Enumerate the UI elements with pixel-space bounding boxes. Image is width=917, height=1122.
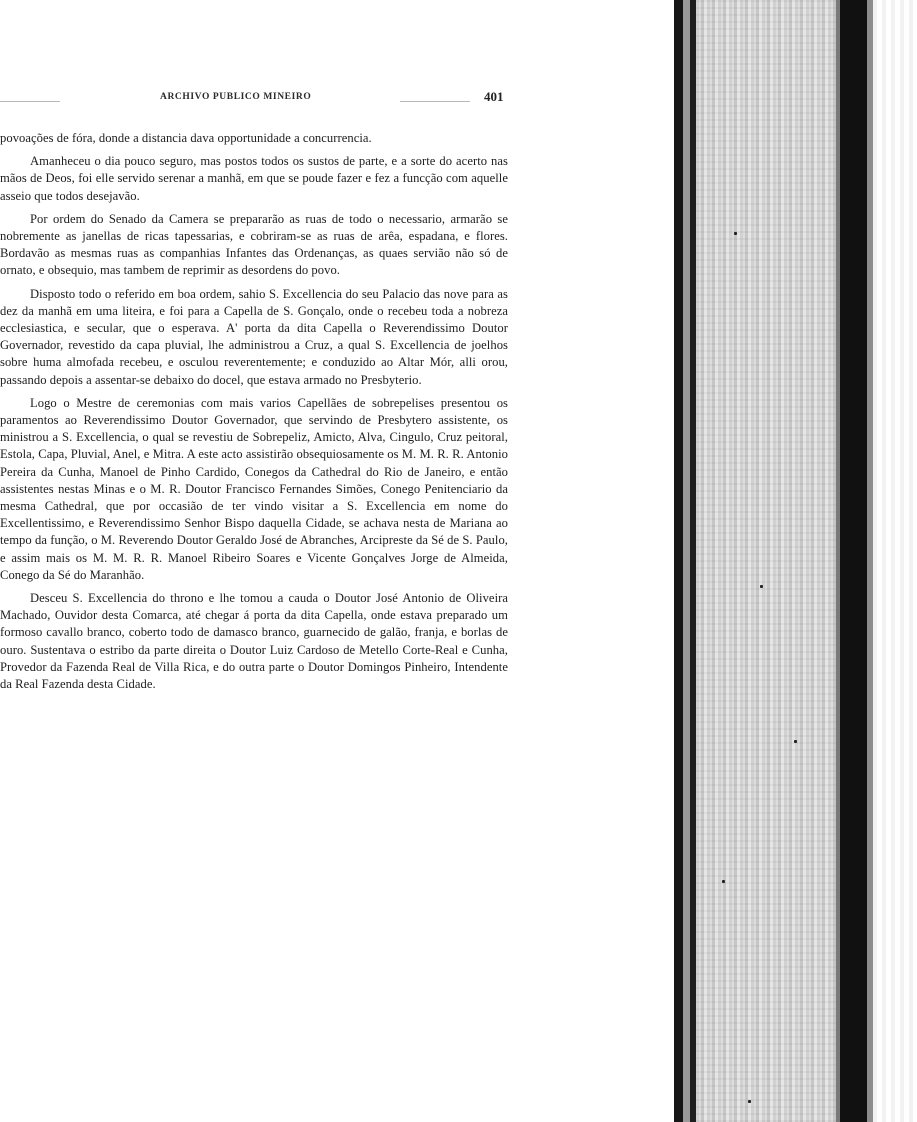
scan-speck [734,232,737,235]
book-binding-gutter [664,0,917,1122]
paragraph: Amanheceu o dia pouco seguro, mas postos todos os sustos de parte, e a sorte do acerto nas mãos de Deos, foi elle servido serenar a manhã, em que se poude fazer e fez a funcção com aquelle asseio que todos desejavão. [0,154,508,203]
header-rule-right [400,101,470,102]
scan-speck [794,740,797,743]
paragraph: povoações de fóra, donde a distancia dava opportunidade a concurrencia. [0,131,372,145]
binding-edge-dark [674,0,683,1122]
page-number: 401 [484,89,504,104]
body-text [0,130,508,699]
paragraph: Por ordem do Senado da Camera se prepararão as ruas de todo o necessario, armarão se nobremente as janellas de ricas tapessarias, e cobriram-se as ruas de arêa, espadana, e flores. Bordavão as mesmas ruas as companhias Infantes das Ordenanças, as quaes servião não só de ornato, e obsequio, mas tambem de reprimir as desordens do povo. [0,211,508,278]
binding-texture [696,0,836,1122]
paragraph: Desceu S. Excellencia do throno e lhe tomou a cauda o Doutor José Antonio de Oliveira Machado, Ouvidor desta Comarca, até chegar á porta da dita Capella, onde estava preparado um formoso cavallo branco, coberto todo de damasco branco, guarnecido de galão, franja, e borlas de ouro. Sustentava o estribo da parte direita o Doutor Luiz Cardoso de Metello Corte-Real e Cunha, Provedor da Fazenda Real de Villa Rica, e do outra parte o Doutor Domingos Pinheiro, Intendente da Real Fazenda desta Cidade. [0,591,508,692]
paragraph: Logo o Mestre de ceremonias com mais varios Capellães de sobrepelises presentou os paramentos ao Reverendissimo Doutor Governador, que servindo de Presbytero assistente, os ministrou a S. Excellencia, o qual se revestiu de Sobrepeliz, Amicto, Alva, Cingulo, Cruz peitoral, Estola, Capa, Pluvial, Anel, e Mitra. A este acto assistirão obsequiosamente os M. M. R. R. Antonio Pereira da Cunha, Manoel de Pinho Cardido, Conegos da Cathedral do Rio de Janeiro, e então assistentes nestas Minas e o M. R. Doutor Francisco Fernandes Simões, Conego Penitenciario da mesma Cathedral, que por occasião de ter vindo visitar a S. Excellencia em nome do Excellentissimo, e Reverendissimo Senhor Bispo daquella Cidade, se achava nesta de Mariana ao tempo da função, o M. Reverendo Doutor Geraldo José de Abranches, Arcipreste da Sé de S. Paulo, e assim mais os M. M. R. R. Manoel Ribeiro Soares e Vicente Gonçalves Jorge de Almeida, Conego da Sé do Maranhão. [0,395,508,582]
scan-speck [748,1100,751,1103]
scan-speck [760,585,763,588]
running-title: ARCHIVO PUBLICO MINEIRO [160,92,312,102]
binding-edge-mid [683,0,690,1122]
paragraph: Disposto todo o referido em boa ordem, sahio S. Excellencia do seu Palacio das nove para as dez da manhã em uma liteira, e foi para a Capella de S. Gonçalo, onde o recebeu toda a nobreza ecclesiastica, e secular, que o esperava. A' porta da dita Capella o Reverendissimo Doutor Governador, revestido da capa pluvial, lhe administrou a Cruz, a qual S. Excellencia de joelhos sobre huma almofada recebeu, e osculou reverentemente; e conduzido ao Altar Mór, alli orou, passando depois a assentar-se debaixo do docel, que estava armado no Presbyterio. [0,286,508,387]
binding-page-edges [873,0,917,1122]
binding-spine-shadow [840,0,867,1122]
header-rule-left [0,101,60,102]
scan-speck [722,880,725,883]
